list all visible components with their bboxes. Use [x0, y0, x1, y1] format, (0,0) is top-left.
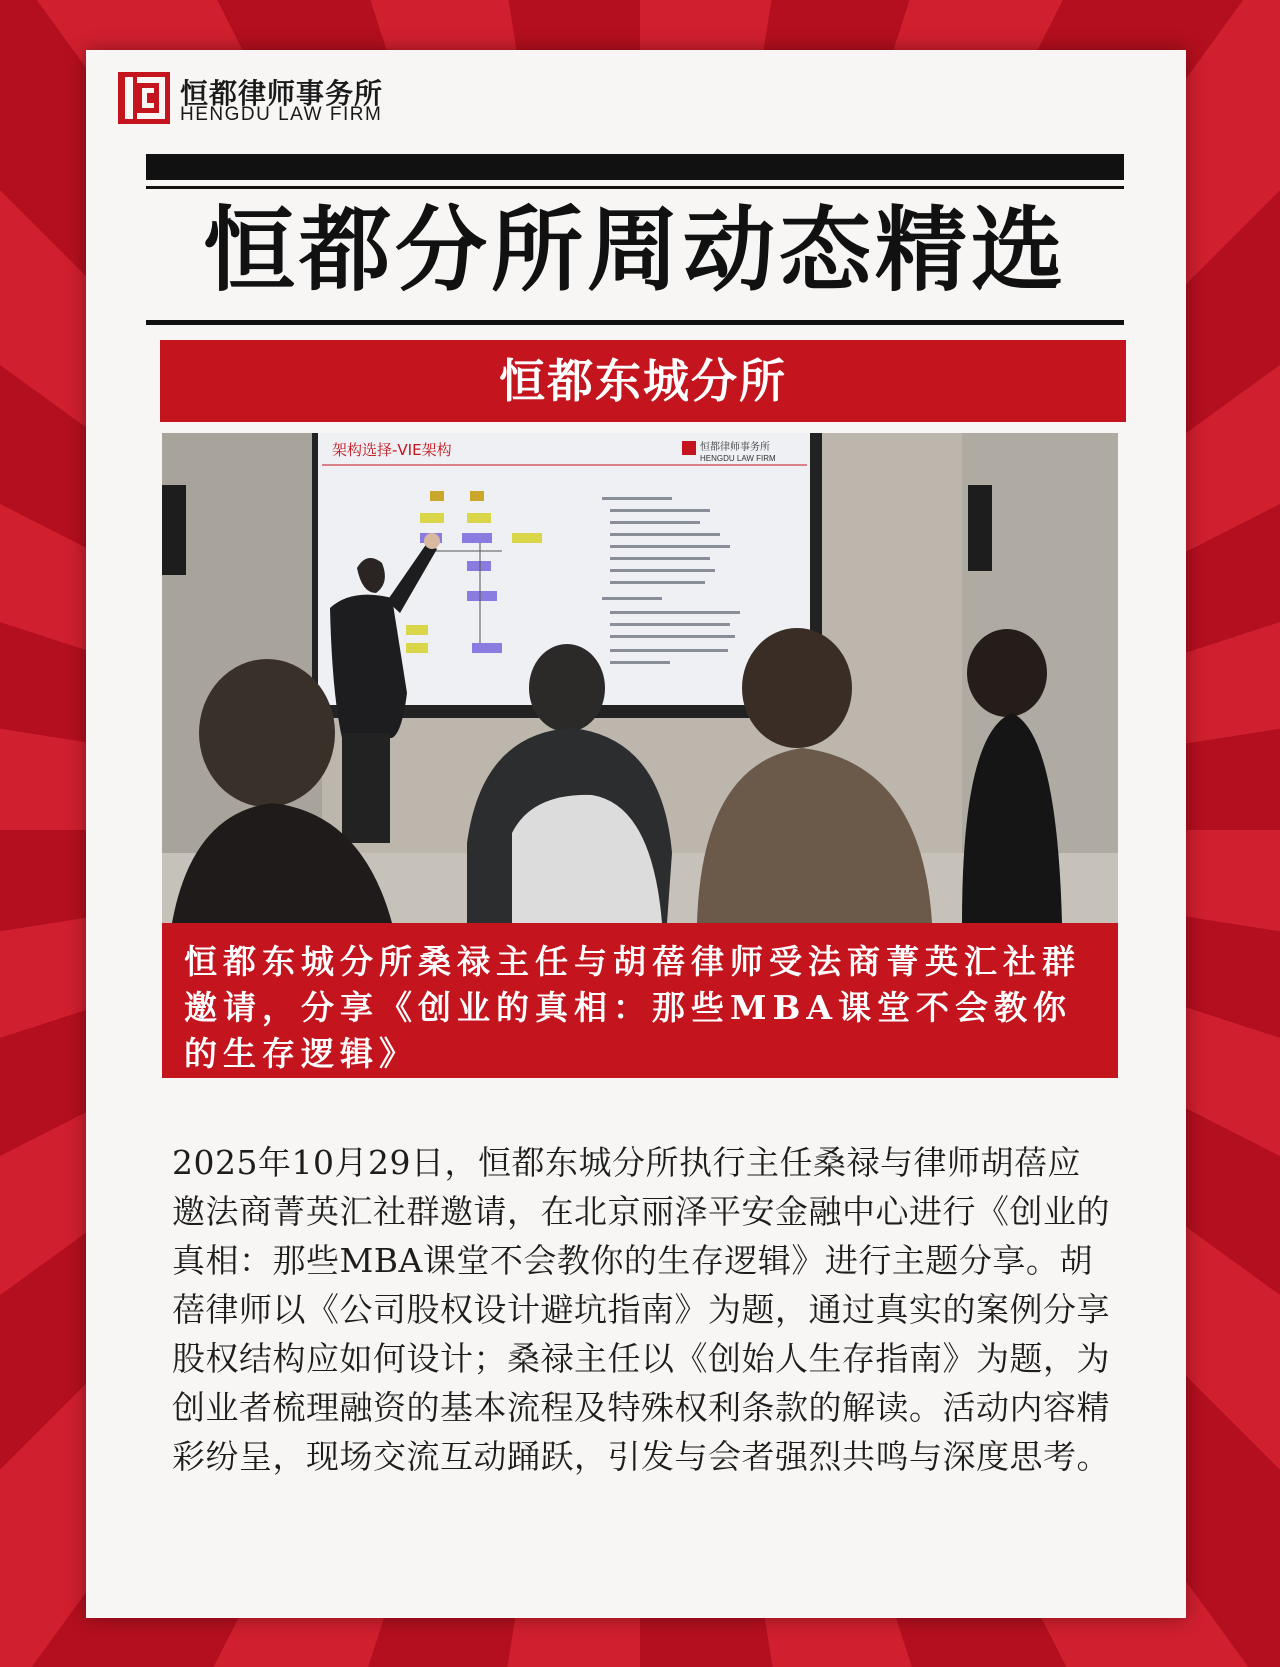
header-rule-thin [146, 186, 1124, 189]
firm-logo [118, 72, 418, 128]
slide-title: 架构选择-VIE架构 [332, 441, 452, 459]
slide-logo-cn: 恒都律师事务所 [700, 442, 770, 453]
event-photo-illustration [162, 433, 1118, 923]
title-rule [146, 320, 1124, 325]
event-photo [162, 433, 1118, 923]
article-body: 2025年10月29日，恒都东城分所执行主任桑禄与律师胡蓓应邀法商菁英汇社群邀请，在北京丽泽平安金融中心进行《创业的真相：那些MBA课堂不会教你的生存逻辑》进行主题分享。胡蓓律师以《公司股权设计避坑指南》为题，通过真实的案例分享股权结构应如何设计；桑禄主任以《创始人生存指南》为题，为创业者梳理融资的基本流程及特殊权利条款的解读。活动内容精彩纷呈，现场交流互动踊跃，引发与会者强烈共鸣与深度思考。 [172, 1143, 1110, 1476]
logo-name-en: HENGDU LAW FIRM [180, 104, 383, 125]
section-banner: 恒都东城分所 [160, 340, 1126, 422]
header-rule-thick [146, 154, 1124, 180]
hengdu-logo-icon [118, 72, 170, 124]
photo-caption: 恒都东城分所桑禄主任与胡蓓律师受法商菁英汇社群邀请，分享《创业的真相：那些MBA课堂不会教你的生存逻辑》 [162, 923, 1118, 1078]
slide-logo-en: HENGDU LAW FIRM [700, 454, 776, 463]
logo-name-cn: 恒都律师事务所 [180, 77, 384, 110]
page-title: 恒都分所周动态精选 [202, 197, 1067, 304]
